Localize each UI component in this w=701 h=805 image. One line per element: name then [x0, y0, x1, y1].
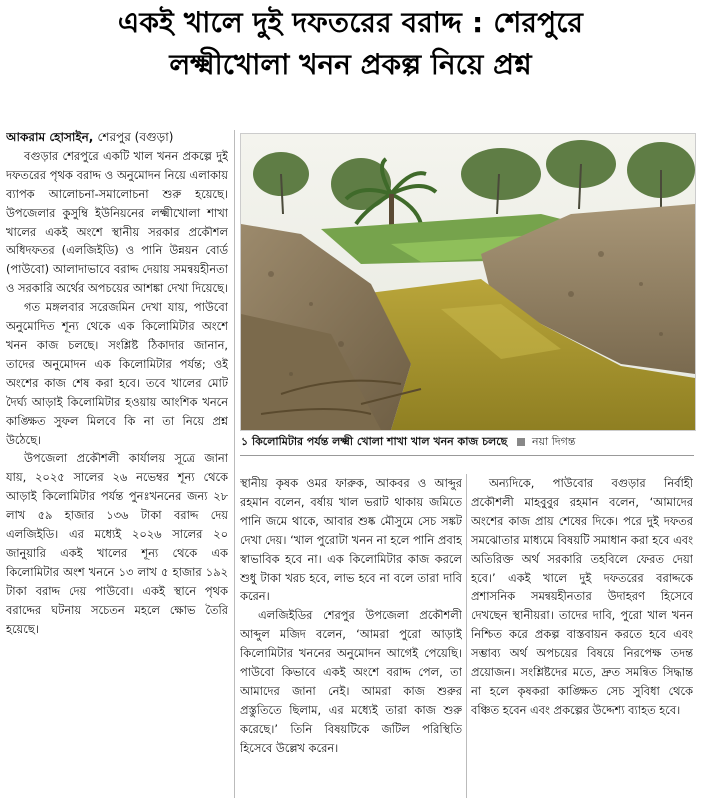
caption-divider — [240, 455, 694, 456]
paragraph: উপজেলা প্রকৌশলী কার্যালয় সূত্রে জানা যায়, ২০২৫ সালের ২৬ নভেম্বর শূন্য থেকে আড়াই কিলোমিটার পর্যন্ত পুনঃখননের জন্য ২৮ লাখ ৫৯ হাজার ১৩৬ টাকা বরাদ্দ দেয় এলজিইডি। এর মধ্যেই ২০২৬ সালের ২০ জানুয়ারি একই খালের শূন্য থেকে এক কিলোমিটার অংশ খননে ১৩ লাখ ৫ হাজার ১৯২ টাকা বরাদ্দ দেয় পাউবো। একই স্থানে পৃথক বরাদ্দের ঘটনায় সচেতন মহলে ক্ষোভ তৈরি হয়েছে। — [6, 451, 228, 636]
byline-place: শেরপুর (বগুড়া) — [97, 130, 174, 144]
paragraph: স্থানীয় কৃষক ওমর ফারুক, আকবর ও আব্দুর রহমান বলেন, বর্ষায় খাল ভরাট থাকায় জমিতে পানি জমে থাকে, আবার শুষ্ক মৌসুমে সেচ সঙ্কট দেখা দেয়। ‘খাল পুরোটা খনন না হলে পানি প্রবাহ স্বাভাবিক হবে না। এক কিলোমিটার কাজ করলে শুধু টাকা খরচ হবে, লাভ হবে না বলে তারা দাবি করেন। — [240, 476, 462, 604]
news-photo — [240, 133, 696, 431]
column-divider — [466, 474, 467, 798]
headline-line-1: একই খালে দুই দফতরের বরাদ্দ : শেরপুরে — [117, 6, 584, 39]
square-bullet-icon — [517, 438, 525, 446]
article-column-2 — [240, 474, 462, 798]
photo-caption — [241, 434, 693, 450]
paragraph: এলজিইডির শেরপুর উপজেলা প্রকৌশলী আব্দুল মজিদ বলেন, ‘আমরা পুরো আড়াই কিলোমিটার খননের অনুমোদন আগেই পেয়েছি। পাউবো কিভাবে একই অংশে বরাদ্দ পেল, তা আমাদের জানা নেই। আমরা কাজ শুরুর প্রস্তুতিতে ছিলাম, এর মধ্যেই তারা কাজ শুরু করেছে।’ তিনি বিষয়টিকে জটিল পরিস্থিতি হিসেবে উল্লেখ করেন। — [240, 608, 462, 755]
paragraph: বগুড়ার শেরপুরে একটি খাল খনন প্রকল্পে দুই দফতরের পৃথক বরাদ্দ ও অনুমোদন নিয়ে এলাকায় ব্যাপক আলোচনা-সমালোচনা শুরু হয়েছে। উপজেলার কুসুম্বি ইউনিয়নের লক্ষ্মীখোলা শাখা খালের একই অংশে স্থানীয় সরকার প্রকৌশল অধিদফতর (এলজিইডি) ও পানি উন্নয়ন বোর্ড (পাউবো) আলাদাভাবে বরাদ্দ দেয়ায় সমন্বয়হীনতা ও সরকারি অর্থের অপচয়ের আশঙ্কা দেখা দিয়েছে। — [6, 148, 228, 296]
article-column-3 — [471, 474, 693, 798]
byline — [6, 128, 228, 147]
paragraph: অন্যদিকে, পাউবোর বগুড়ার নির্বাহী প্রকৌশলী মাহবুবুর রহমান বলেন, ‘আমাদের অংশের কাজ প্রায় শেষের দিকে। পরে দুই দফতর সমঝোতার মাধ্যমে বিষয়টি সমাধান করা হবে এবং অতিরিক্ত অর্থ সরকারি তহবিলে ফেরত দেয়া হবে।’ একই খালে দুই দফতরের বরাদ্দকে প্রশাসনিক সমন্বয়হীনতার উদাহরণ হিসেবে দেখছেন স্থানীয়রা। তাদের দাবি, পুরো খাল খনন নিশ্চিত করে প্রকল্প বাস্তবায়ন করতে হবে এবং সম্ভাব্য অর্থ অপচয়ের বিষয়ে নিরপেক্ষ তদন্ত প্রয়োজন। সংশ্লিষ্টদের মতে, দ্রুত সমন্বিত সিদ্ধান্ত না হলে কৃষকরা কাঙ্ক্ষিত সেচ সুবিধা থেকে বঞ্চিত হবেন এবং প্রকল্পের উদ্দেশ্য ব্যাহত হবে। — [471, 476, 693, 717]
column-divider — [234, 130, 235, 798]
article-column-1 — [6, 128, 228, 798]
byline-author: আকরাম হোসাইন, — [6, 130, 94, 144]
headline — [8, 4, 693, 84]
headline-line-2: লক্ষ্মীখোলা খনন প্রকল্প নিয়ে প্রশ্ন — [169, 48, 532, 81]
photo-credit: নয়া দিগন্ত — [532, 435, 576, 448]
caption-text: ১ কিলোমিটার পর্যন্ত লক্ষ্মী খোলা শাখা খাল খনন কাজ চলছে — [241, 435, 508, 448]
canal-excavation-image — [241, 134, 695, 430]
paragraph: গত মঙ্গলবার সরেজমিন দেখা যায়, পাউবো অনুমোদিত শূন্য থেকে এক কিলোমিটার অংশে খনন কাজ চলছে। সংশ্লিষ্ট ঠিকাদার জানান, তাদের অনুমোদন এক কিলোমিটার পর্যন্ত; ওই অংশের কাজ শেষ করা হবে। তবে খালের মোট দৈর্ঘ্য আড়াই কিলোমিটার হওয়ায় আংশিক খননে কাঙ্ক্ষিত সুফল মিলবে কি না তা নিয়ে প্রশ্ন উঠেছে। — [6, 300, 228, 447]
